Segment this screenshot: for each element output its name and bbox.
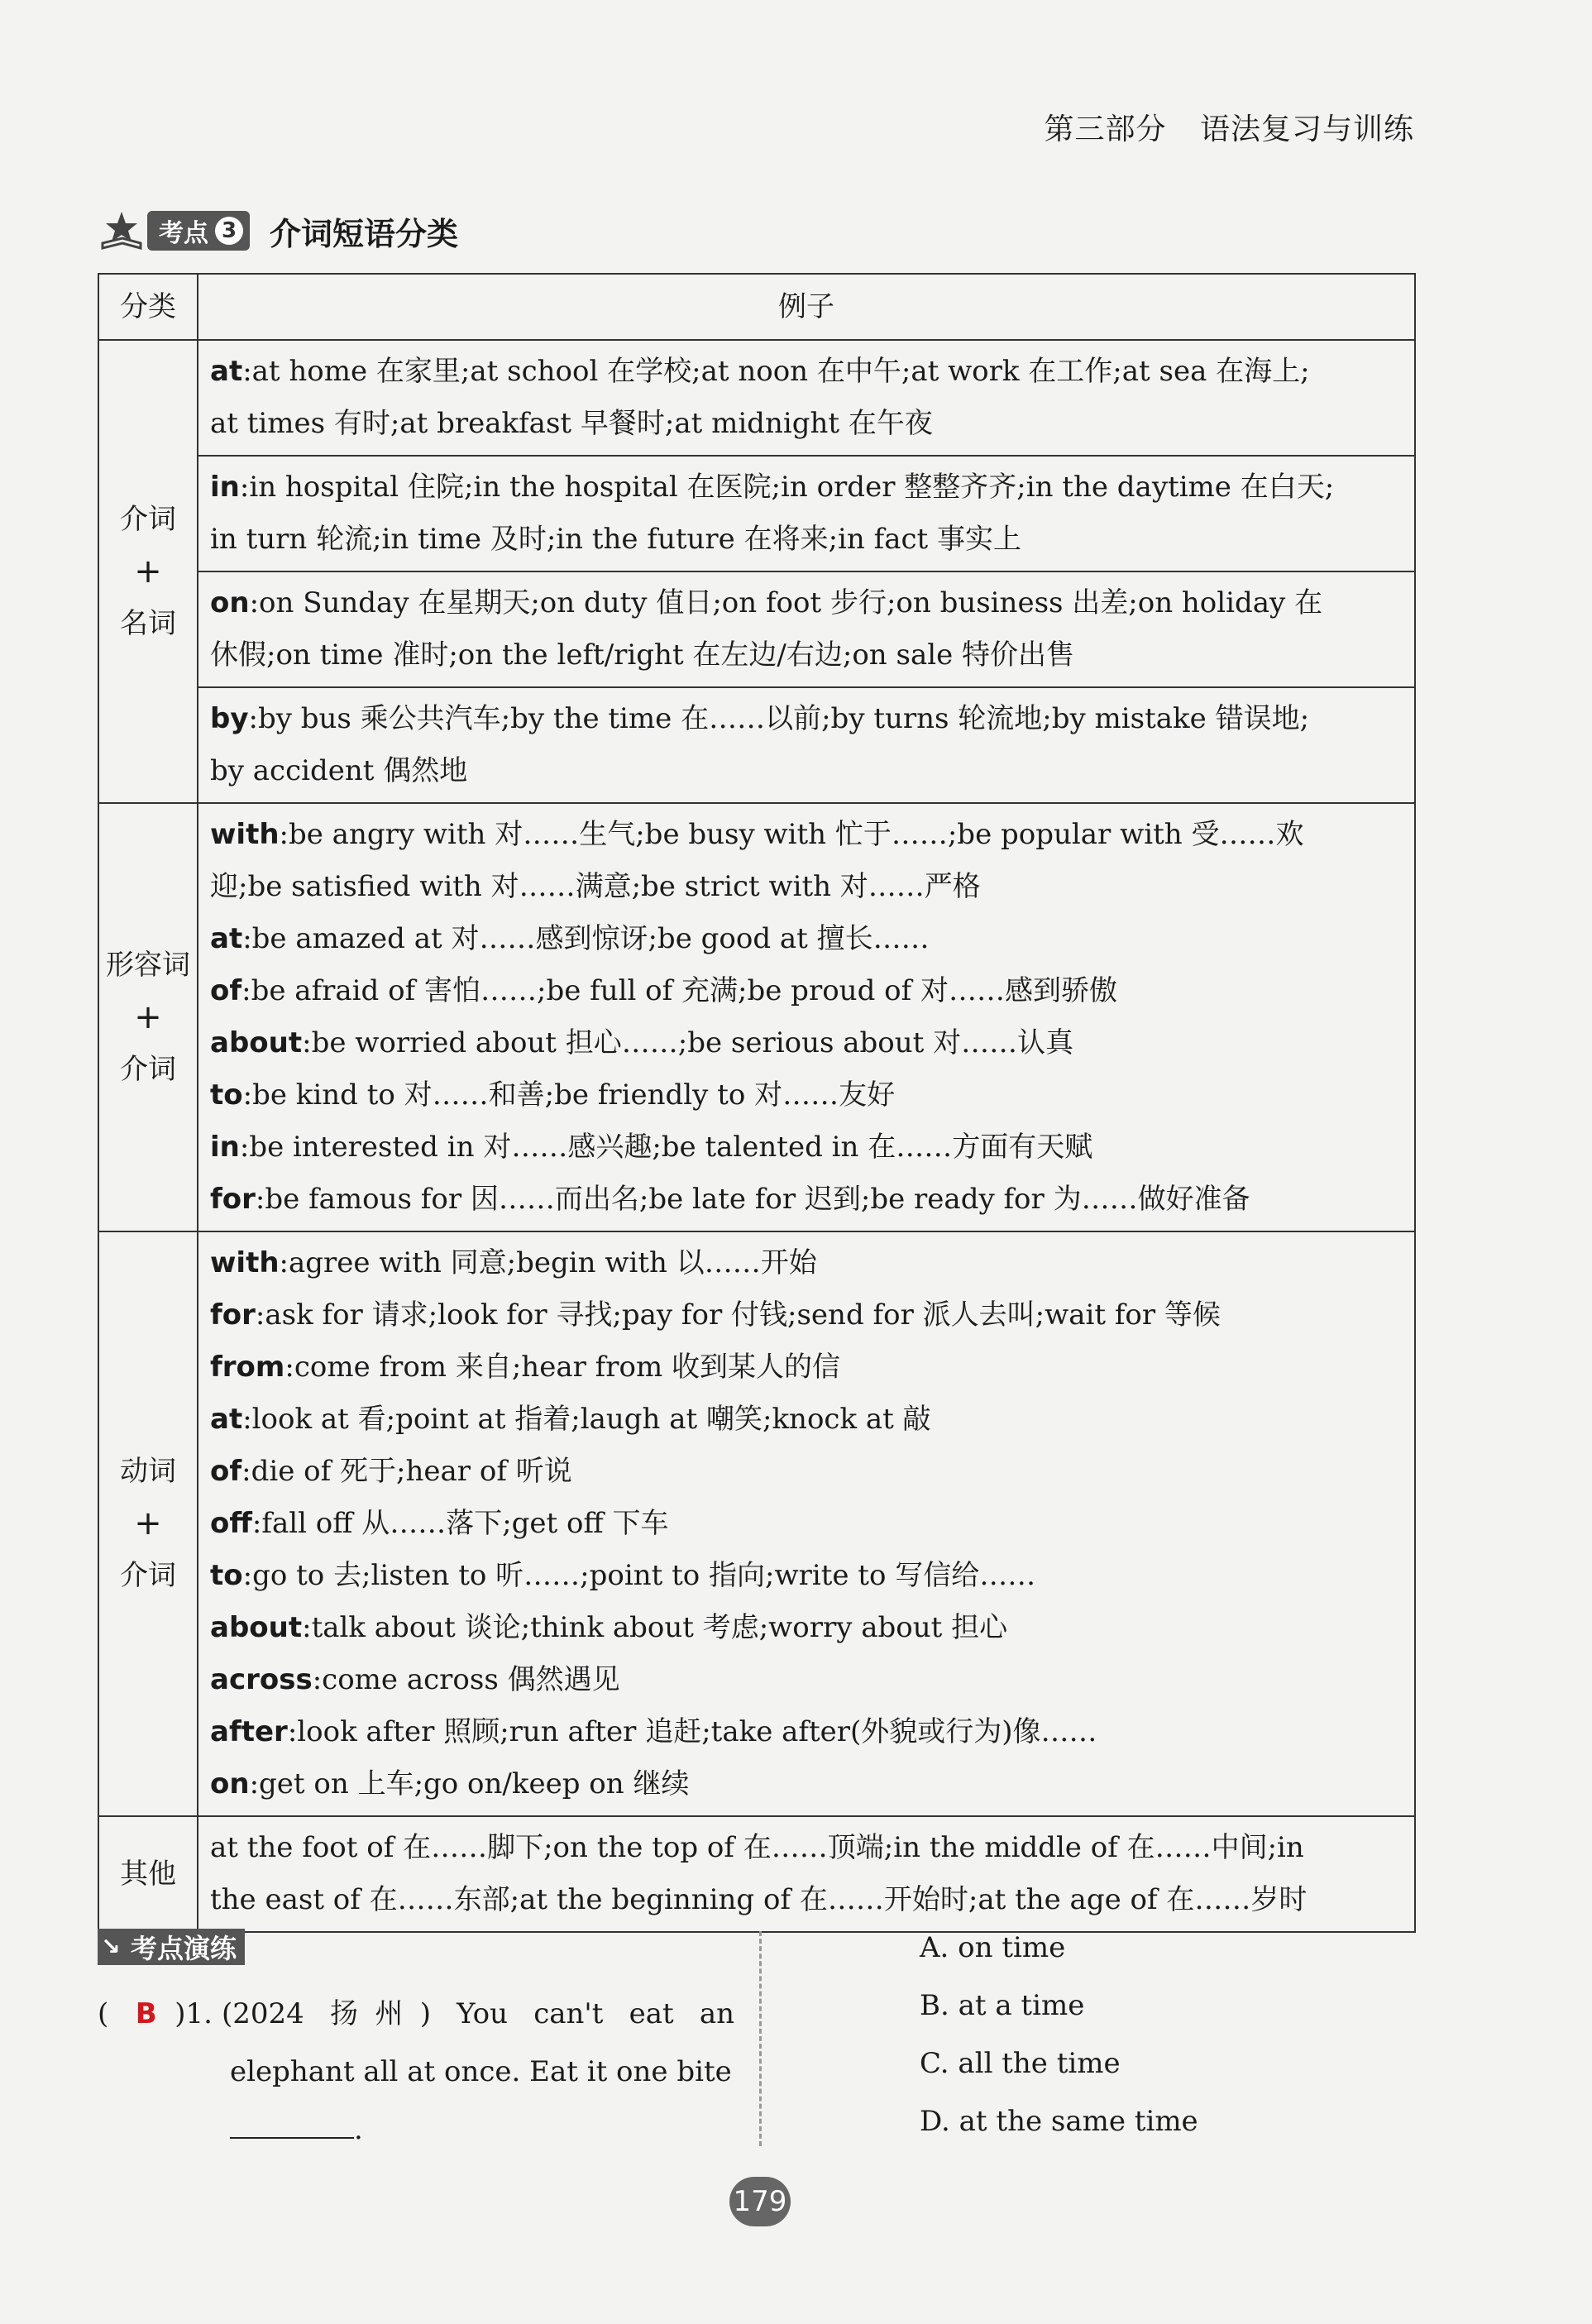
example-text: 休假;on time 准时;on the left/right 在左边/右边;on sale 特价出售 bbox=[210, 638, 1075, 672]
page-header bbox=[1045, 106, 1414, 148]
keyword: by bbox=[210, 702, 249, 735]
answer-mark: B bbox=[135, 1997, 157, 2030]
keyword: of bbox=[210, 1455, 242, 1488]
paren-close: ) bbox=[174, 1997, 186, 2030]
kaodian-label: 考点 bbox=[159, 219, 208, 248]
answer-slot bbox=[98, 1985, 222, 2043]
keyword: at bbox=[210, 922, 243, 955]
example-cell bbox=[198, 1816, 1415, 1932]
example-text: by accident 偶然地 bbox=[210, 754, 468, 787]
example-text: :be famous for 因……而出名;be late for 迟到;be ready for 为……做好准备 bbox=[255, 1183, 1250, 1216]
kaodian-number: 3 bbox=[215, 217, 243, 245]
keyword: in bbox=[210, 471, 240, 504]
example-text: :be angry with 对……生气;be busy with 忙于……;be popular with 受……欢 bbox=[279, 818, 1304, 851]
example-text: :by bus 乘公共汽车;by the time 在……以前;by turns 轮流地;by mistake 错误地; bbox=[248, 702, 1310, 735]
table-row bbox=[98, 1816, 1415, 1932]
example-text: :look after 照顾;run after 追赶;take after(外貌或行为)像…… bbox=[287, 1715, 1097, 1748]
example-cell bbox=[198, 340, 1415, 456]
example-cell bbox=[198, 1231, 1415, 1816]
example-text: :look at 看;point at 指着;laugh at 嘲笑;knock at 敲 bbox=[242, 1403, 931, 1436]
example-text: at the foot of 在……脚下;on the top of 在……顶端;in the middle of 在……中间;in bbox=[210, 1831, 1304, 1864]
keyword: with bbox=[210, 1246, 280, 1279]
category-prep-noun bbox=[98, 340, 198, 803]
question-1 bbox=[98, 1985, 734, 2159]
category-verb-prep bbox=[98, 1231, 198, 1816]
keyword: on bbox=[210, 1767, 250, 1800]
example-text: :be interested in 对……感兴趣;be talented in 在……方面有天赋 bbox=[239, 1131, 1093, 1164]
preposition-table bbox=[98, 273, 1416, 1933]
category-label: 形容词 bbox=[106, 948, 190, 982]
practice-label-text: 考点演练 bbox=[131, 1933, 237, 1964]
table-row bbox=[98, 687, 1415, 803]
column-divider bbox=[759, 1931, 762, 2146]
example-text: :be afraid of 害怕……;be full of 充满;be proud of 对……感到骄傲 bbox=[241, 974, 1118, 1007]
category-label: 介词 bbox=[120, 1052, 176, 1086]
example-text: :agree with 同意;begin with 以……开始 bbox=[279, 1246, 817, 1279]
star-book-icon bbox=[98, 207, 146, 255]
keyword: about bbox=[210, 1026, 303, 1059]
example-cell bbox=[198, 571, 1415, 687]
example-text: :be amazed at 对……感到惊讶;be good at 擅长…… bbox=[242, 922, 930, 955]
plus-sign: + bbox=[134, 1504, 162, 1542]
keyword: about bbox=[210, 1611, 303, 1644]
keyword: after bbox=[210, 1715, 288, 1748]
example-cell bbox=[198, 803, 1415, 1231]
header-part: 第三部分 bbox=[1044, 112, 1167, 146]
section-heading: 介词短语分类 bbox=[270, 215, 459, 252]
keyword: of bbox=[210, 974, 242, 1007]
question-number: 1. bbox=[185, 1997, 213, 2030]
example-text: the east of 在……东部;at the beginning of 在……开始时;at the age of 在……岁时 bbox=[210, 1883, 1308, 1916]
option-d[interactable]: D. at the same time bbox=[920, 2105, 1198, 2138]
example-text: :in hospital 住院;in the hospital 在医院;in order 整整齐齐;in the daytime 在白天; bbox=[239, 471, 1335, 504]
example-text: :be kind to 对……和善;be friendly to 对……友好 bbox=[242, 1078, 896, 1112]
category-other: 其他 bbox=[98, 1816, 198, 1932]
example-text: :go to 去;listen to 听……;point to 指向;write to 写信给…… bbox=[242, 1559, 1036, 1592]
table-row bbox=[98, 456, 1415, 571]
page-number: 179 bbox=[729, 2177, 791, 2226]
paren-open: ( bbox=[98, 1997, 109, 2030]
header-category: 分类 bbox=[98, 274, 198, 340]
category-label: 动词 bbox=[120, 1455, 176, 1488]
option-a[interactable]: A. on time bbox=[920, 1931, 1066, 1964]
example-text: at times 有时;at breakfast 早餐时;at midnight 在午夜 bbox=[210, 407, 933, 440]
table-row bbox=[98, 803, 1415, 1231]
answer-options bbox=[920, 1919, 1198, 2150]
example-text: :ask for 请求;look for 寻找;pay for 付钱;send for 派人去叫;wait for 等候 bbox=[255, 1298, 1221, 1332]
category-label: 名词 bbox=[120, 606, 176, 640]
option-b[interactable]: B. at a time bbox=[920, 1989, 1085, 2022]
answer-blank bbox=[230, 2104, 354, 2139]
example-cell bbox=[198, 456, 1415, 571]
kaodian-badge bbox=[147, 211, 250, 251]
header-title: 语法复习与训练 bbox=[1199, 112, 1414, 146]
table-header-row bbox=[98, 274, 1415, 340]
question-line-3 bbox=[230, 2101, 734, 2159]
keyword: on bbox=[210, 586, 250, 619]
question-tail: . bbox=[354, 2113, 363, 2146]
example-cell bbox=[198, 687, 1415, 803]
question-text: You can't eat an bbox=[457, 1997, 734, 2030]
question-line-1 bbox=[222, 1985, 734, 2043]
example-text: :at home 在家里;at school 在学校;at noon 在中午;at work 在工作;at sea 在海上; bbox=[242, 355, 1310, 388]
question-source: (2024 扬州) bbox=[222, 1997, 431, 2030]
example-text: :talk about 谈论;think about 考虑;worry about 担心 bbox=[302, 1611, 1008, 1644]
keyword: at bbox=[210, 355, 243, 388]
table-row bbox=[98, 571, 1415, 687]
keyword: at bbox=[210, 1403, 243, 1436]
keyword: off bbox=[210, 1507, 252, 1540]
category-label: 介词 bbox=[120, 1559, 176, 1592]
example-text: :be worried about 担心……;be serious about 对……认真 bbox=[302, 1026, 1074, 1059]
example-text: :get on 上车;go on/keep on 继续 bbox=[249, 1767, 690, 1800]
example-text: :come across 偶然遇见 bbox=[312, 1663, 620, 1696]
option-c[interactable]: C. all the time bbox=[920, 2047, 1121, 2080]
table-row bbox=[98, 340, 1415, 456]
section-title bbox=[98, 207, 458, 255]
category-label: 介词 bbox=[120, 502, 176, 536]
plus-sign: + bbox=[134, 997, 162, 1036]
keyword: across bbox=[210, 1663, 313, 1696]
example-text: :on Sunday 在星期天;on duty 值日;on foot 步行;on business 出差;on holiday 在 bbox=[249, 586, 1323, 619]
table-row bbox=[98, 1231, 1415, 1816]
example-text: :come from 来自;hear from 收到某人的信 bbox=[284, 1351, 841, 1384]
keyword: in bbox=[210, 1131, 240, 1164]
keyword: from bbox=[210, 1351, 285, 1384]
category-adj-prep bbox=[98, 803, 198, 1231]
keyword: for bbox=[210, 1183, 256, 1216]
example-text: :die of 死于;hear of 听说 bbox=[241, 1455, 572, 1488]
arrow-down-right-icon: ↘ bbox=[101, 1933, 121, 1960]
plus-sign: + bbox=[134, 552, 162, 591]
keyword: for bbox=[210, 1298, 256, 1332]
example-text: in turn 轮流;in time 及时;in the future 在将来;in fact 事实上 bbox=[210, 523, 1021, 556]
header-examples: 例子 bbox=[198, 274, 1415, 340]
keyword: to bbox=[210, 1078, 243, 1112]
question-line-2: elephant all at once. Eat it one bite bbox=[230, 2055, 732, 2088]
example-text: :fall off 从……落下;get off 下车 bbox=[251, 1507, 669, 1540]
keyword: with bbox=[210, 818, 280, 851]
example-text: 迎;be satisfied with 对……满意;be strict with 对……严格 bbox=[210, 870, 981, 903]
keyword: to bbox=[210, 1559, 243, 1592]
practice-label bbox=[98, 1929, 245, 1965]
